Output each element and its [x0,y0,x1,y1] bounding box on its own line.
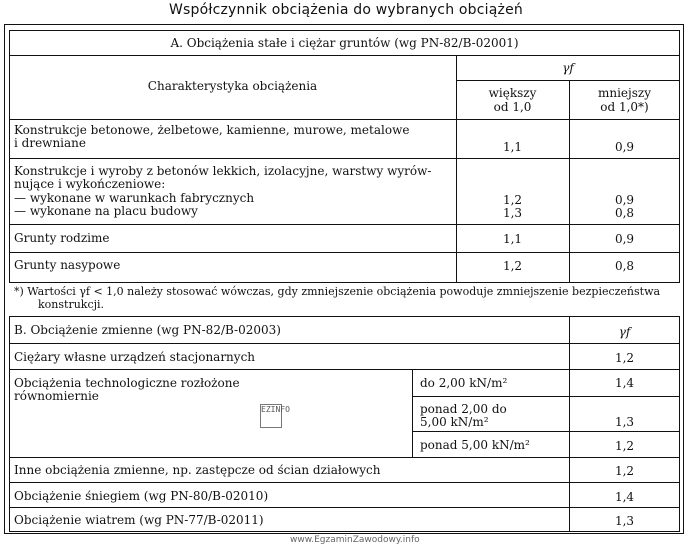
row-snow-label: Obciążenie śniegiem (wg PN-80/B-02010) [14,489,269,503]
divider [9,369,680,370]
row-fill-soil-label: Grunty nasypowe [14,258,121,272]
row-native-soil-greater: 1,1 [502,232,523,246]
divider [9,224,680,225]
tech-sub2-value: 1,3 [614,415,635,429]
divider [9,457,680,458]
footer-url: www.EgzaminZawodowy.info [290,535,420,545]
row-native-soil-less: 0,9 [614,232,635,246]
col-greater-line1: większy [488,86,537,100]
divider [9,343,680,344]
row-stationary-label: Ciężary własne urządzeń stacjonarnych [14,350,256,364]
watermark-logo: EZINFO [260,404,282,428]
row-site-label: — wykonane na placu budowy [14,204,198,218]
row-native-soil-label: Grunty rodzime [14,231,110,245]
tech-sub2-label2: 5,00 kN/m² [420,415,489,429]
tech-sub3-label: ponad 5,00 kN/m² [420,438,530,452]
row-stationary-value: 1,2 [614,351,635,365]
tech-sub1-value: 1,4 [614,376,635,390]
row-site-greater: 1,3 [502,206,523,220]
col-characteristics: Charakterystyka obciążenia [147,79,318,93]
section-a-header: A. Obciążenia stałe i ciężar gruntów (wg PN-82/B-02001) [170,36,519,50]
gamma-header: γf [562,61,574,75]
col-less-line2: od 1,0*) [600,100,649,114]
divider [9,252,680,253]
row-concrete-greater: 1,1 [502,140,523,154]
row-technological-label1: Obciążenia technologiczne rozłożone [14,376,240,390]
divider [412,431,680,432]
row-factory-less: 0,9 [614,193,635,207]
divider [9,55,680,56]
divider [9,119,680,120]
section-b-gamma: γf [618,325,631,339]
tech-sub2-label1: ponad 2,00 do [420,402,507,416]
row-wind-label: Obciążenie wiatrem (wg PN-77/B-02011) [14,513,264,527]
row-snow-value: 1,4 [614,490,635,504]
col-less-line1: mniejszy [597,86,652,100]
section-b-header: B. Obciążenie zmienne (wg PN-82/B-02003) [14,323,281,337]
row-wind-value: 1,3 [614,514,635,528]
row-other-label: Inne obciążenia zmienne, np. zastępcze od ścian działowych [14,463,381,477]
row-concrete-label2: i drewniane [14,136,86,150]
row-fill-soil-less: 0,8 [614,259,635,273]
tech-sub1-label: do 2,00 kN/m² [420,376,508,390]
divider [9,158,680,159]
divider [412,396,680,397]
row-concrete-label1: Konstrukcje betonowe, żelbetowe, kamienne, murowe, metalowe [14,123,410,137]
divider [9,507,680,508]
row-factory-greater: 1,2 [502,193,523,207]
row-fill-soil-greater: 1,2 [502,259,523,273]
page-title: Współczynnik obciążenia do wybranych obciążeń [169,2,523,18]
divider [412,369,413,457]
tech-sub3-value: 1,2 [614,439,635,453]
row-light-concrete-label2: nujące i wykończeniowe: [14,177,166,191]
col-greater-line2: od 1,0 [493,100,532,114]
footnote-line2: konstrukcji. [38,298,105,311]
divider [9,482,680,483]
row-light-concrete-label1: Konstrukcje i wyroby z betonów lekkich, izolacyjne, warstwy wyrów- [14,164,432,178]
row-factory-label: — wykonane w warunkach fabrycznych [14,191,255,205]
footnote-line1: *) Wartości γf < 1,0 należy stosować wówczas, gdy zmniejszenie obciążenia powoduje zmniejszenie bezpieczeństwa [14,285,661,298]
row-other-value: 1,2 [614,464,635,478]
row-site-less: 0,8 [614,206,635,220]
row-technological-label2: równomiernie [14,389,99,403]
divider [456,80,680,81]
row-concrete-less: 0,9 [614,140,635,154]
